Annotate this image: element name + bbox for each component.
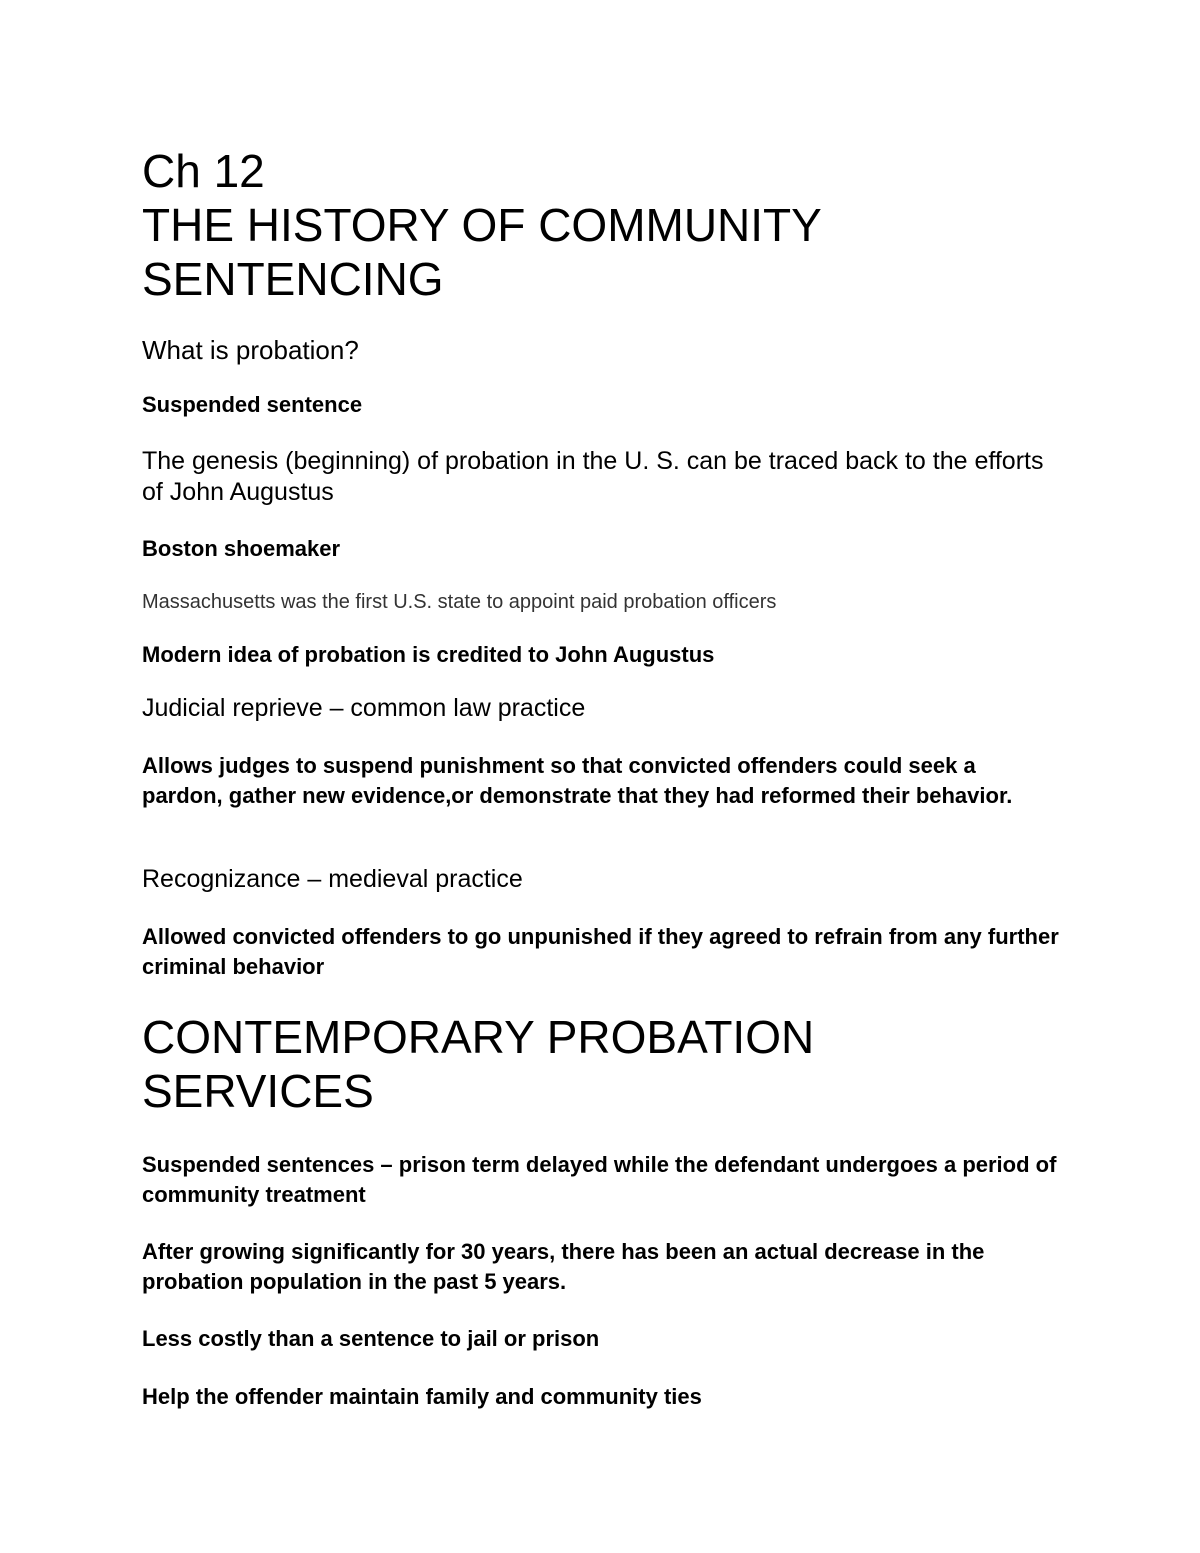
chapter-title-line-2: SENTENCING [142,253,444,305]
help-offender-text: Help the offender maintain family and community ties [142,1384,702,1409]
suspended-sentences-paragraph: Suspended sentences – prison term delayed while the defendant undergoes a period of community treatment [142,1152,1057,1207]
chapter-title-line-1: THE HISTORY OF COMMUNITY [142,199,822,251]
chapter-number: Ch 12 [142,145,265,197]
genesis-paragraph: The genesis (beginning) of probation in the U. S. can be traced back to the efforts of John Augustus [142,447,1044,506]
modern-idea-text: Modern idea of probation is credited to John Augustus [142,642,715,667]
allowed-offenders-paragraph: Allowed convicted offenders to go unpunished if they agreed to refrain from any further criminal behavior [142,924,1059,979]
massachusetts-text: Massachusetts was the first U.S. state to appoint paid probation officers [142,591,777,613]
less-costly-text: Less costly than a sentence to jail or prison [142,1326,600,1351]
allows-judges-paragraph: Allows judges to suspend punishment so that convicted offenders could seek a pardon, gather new evidence,or demonstrate that they had reformed their behavior. [142,753,1013,808]
suspended-sentence-text [142,390,1062,420]
question-what-is-probation: What is probation? [142,335,359,365]
judicial-reprieve-heading: Judicial reprieve – common law practice [142,694,586,722]
section-heading-line-1: CONTEMPORARY PROBATION [142,1011,815,1063]
suspended-sentence-label: Suspended sentence [142,392,363,417]
after-growing-paragraph: After growing significantly for 30 years, there has been an actual decrease in the probation population in the past 5 years. [142,1239,985,1294]
section-heading-line-2: SERVICES [142,1065,374,1117]
recognizance-heading: Recognizance – medieval practice [142,865,523,893]
boston-shoemaker-text: Boston shoemaker [142,536,341,561]
